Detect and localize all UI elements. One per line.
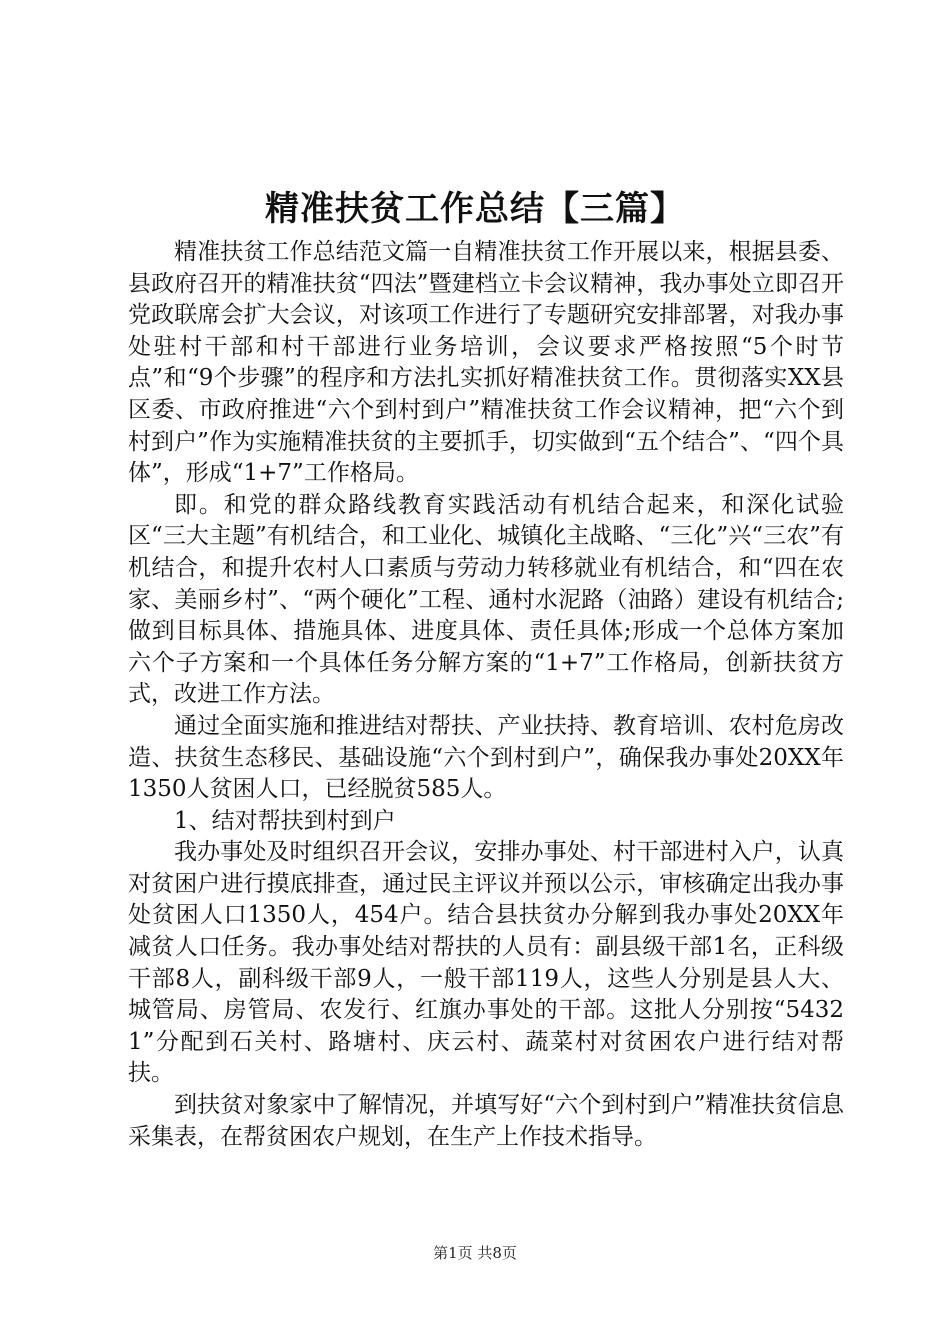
document-body	[128, 237, 844, 1153]
section-heading: 1、结对帮扶到村到户	[174, 807, 396, 834]
paragraph-1: 精准扶贫工作总结范文篇一自精准扶贫工作开展以来，根据县委、县政府召开的精准扶贫“四法”暨建档立卡会议精神，我办事处立即召开党政联席会扩大会议，对该项工作进行了专题研究安排部署，对我办事处驻村干部和村干部进行业务培训，会议要求严格按照“5个时节点”和“9个步骤”的程序和方法扎实抓好精准扶贫工作。贯彻落实XX县区委、市政府推进“六个到村到户”精准扶贫工作会议精神，把“六个到村到户”作为实施精准扶贫的主要抓手，切实做到“五个结合”、“四个具体”，形成“1+7”工作格局。	[128, 239, 844, 487]
paragraph-2: 即。和党的群众路线教育实践活动有机结合起来，和深化试验区“三大主题”有机结合，和工业化、城镇化主战略、“三化”兴“三农”有机结合，和提升农村人口素质与劳动力转移就业有机结合，和“四在农家、美丽乡村”、“两个硬化”工程、通村水泥路（油路）建设有机结合;做到目标具体、措施具体、进度具体、责任具体;形成一个总体方案加六个子方案和一个具体任务分解方案的“1+7”工作格局，创新扶贫方式，改进工作方法。	[128, 491, 844, 708]
paragraph-4: 我办事处及时组织召开会议，安排办事处、村干部进村入户，认真对贫困户进行摸底排查，通过民主评议并预以公示，审核确定出我办事处贫困人口1350人，454户。结合县扶贫办分解到我办事处20XX年减贫人口任务。我办事处结对帮扶的人员有：副县级干部1名，正科级干部8人，副科级干部9人，一般干部119人，这些人分别是县人大、城管局、房管局、农发行、红旗办事处的干部。这批人分别按“54321”分配到石关村、路塘村、庆云村、蔬菜村对贫困农户进行结对帮扶。	[128, 839, 844, 1087]
page-number-footer: 第1页 共8页	[433, 1244, 517, 1262]
paragraph-5: 到扶贫对象家中了解情况，并填写好“六个到村到户”精准扶贫信息采集表，在帮贫困农户规划，在生产上作技术指导。	[128, 1092, 844, 1150]
paragraph-3: 通过全面实施和推进结对帮扶、产业扶持、教育培训、农村危房改造、扶贫生态移民、基础设施“六个到村到户”，确保我办事处20XX年1350人贫困人口，已经脱贫585人。	[128, 712, 844, 803]
document-title: 精准扶贫工作总结【三篇】	[265, 189, 685, 229]
